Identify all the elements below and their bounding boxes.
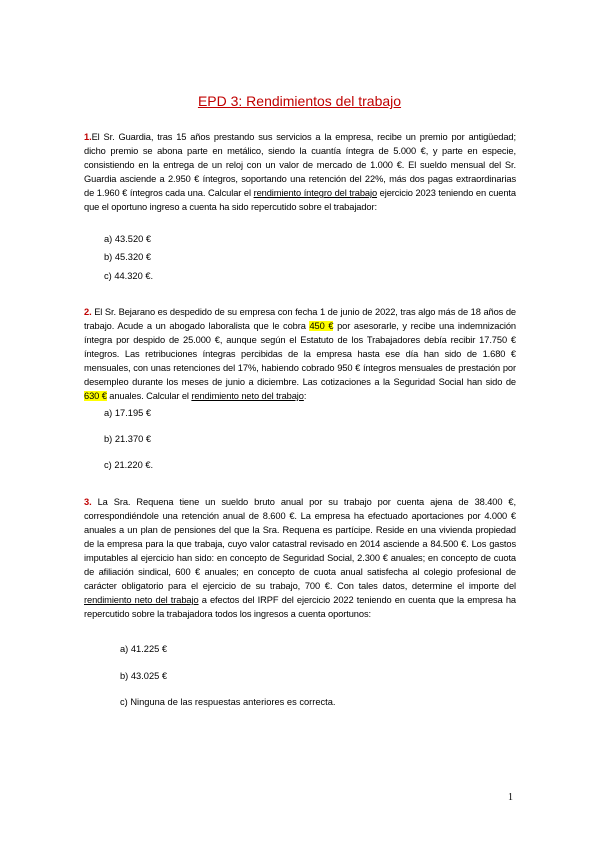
question-3-underlined: rendimiento neto del trabajo [84,595,199,605]
question-2-body-a: El Sr. Bejarano es despedido de su empresa con fecha 1 de junio de 2022, tras algo más de 18 años de trabajo. Acude a un abogado laboralista que le cobra [84,307,516,331]
question-3-body-b: a efectos del IRPF del ejercicio 2022 teniendo en cuenta que la empresa ha repercutido sobre la trabajadora todos los ingresos a cuenta oportunos: [84,595,516,619]
question-3-option-c: c) Ninguna de las respuestas anteriores es correcta. [120,697,336,707]
question-2-option-b: b) 21.370 € [104,434,152,444]
question-1-option-a: a) 43.520 € [104,234,152,244]
question-1-number: 1. [84,132,92,142]
question-3-option-a: a) 41.225 € [120,644,168,654]
question-1-body-a: El Sr. Guardia, tras 15 años prestando sus servicios a la empresa, recibe un premio por antigüedad; dicho premio se abona parte en metálico, siendo la cuantía íntegra de 5.000 €, y parte en especie, consistiendo en la entrega de un reloj con un valor de mercado de 1.000 €. El sueldo mensual del Sr. Guardia asciende a 2.950 € íntegros, soportando una retención del 22%, más dos pagas extraordinarias de 1.960 € íntegros cada una. Calcular el [84,132,516,198]
question-2-underlined: rendimiento neto del trabajo [191,391,304,401]
question-2-option-c: c) 21.220 €. [104,460,154,470]
question-2-option-a: a) 17.195 € [104,408,152,418]
question-1-option-b: b) 45.320 € [104,252,152,262]
question-3-number: 3. [84,497,92,507]
question-2-number: 2. [84,307,92,317]
question-3-body-a: La Sra. Requena tiene un sueldo bruto anual por su trabajo por cuenta ajena de 38.400 €, correspondiéndole una retención anual de 8.600 €. La empresa ha efectuado aportaciones por 4.000 € anuales a un plan de pensiones del que la Sra. Requena es partícipe. Reside en una vivienda propiedad de la empresa para la que trabaja, cuyo valor catastral revisado en 2014 asciende a 84.500 €. Los gastos imputables al ejercicio han sido: en concepto de Seguridad Social, 2.300 € anuales; en concepto de cuota de afiliación sindical, 600 € anuales; en concepto de cuota anual satisfecha al colegio profesional de carácter obligatorio para el ejercicio de su trabajo, 700 €. Con tales datos, determine el importe del [84,497,516,591]
question-2-body-d: : [303,391,307,401]
question-3-option-b: b) 43.025 € [120,671,168,681]
question-1-underlined: rendimiento íntegro del trabajo [253,188,378,198]
page-title: EPD 3: Rendimientos del trabajo [197,93,402,109]
question-1-option-c: c) 44.320 €. [104,271,154,281]
question-2-highlight-2: 630 € [84,391,107,401]
question-1-body-b: ejercicio 2023 teniendo en cuenta que el oportuno ingreso a cuenta ha sido repercutido sobre el trabajador: [84,188,516,212]
page-number: 1 [508,792,513,803]
question-2-text [84,305,516,403]
question-2-body-b: por asesorarle, y recibe una indemnización íntegra por despido de 25.000 €, aunque según el Estatuto de los Trabajadores debía recibir 17.750 € íntegros. Las retribuciones íntegras percibidas de la empresa hasta ese día han sido de 1.680 € mensuales, con unas retenciones del 17%, habiendo cobrado 950 € íntegros mensuales de prestación por desempleo durante los meses de junio a diciembre. Las cotizaciones a la Seguridad Social han sido de [84,321,517,387]
question-2-highlight-1: 450 € [309,321,334,331]
question-1-text [84,130,516,214]
question-2-body-c: anuales. Calcular el [106,391,192,401]
question-3-text [84,495,516,621]
